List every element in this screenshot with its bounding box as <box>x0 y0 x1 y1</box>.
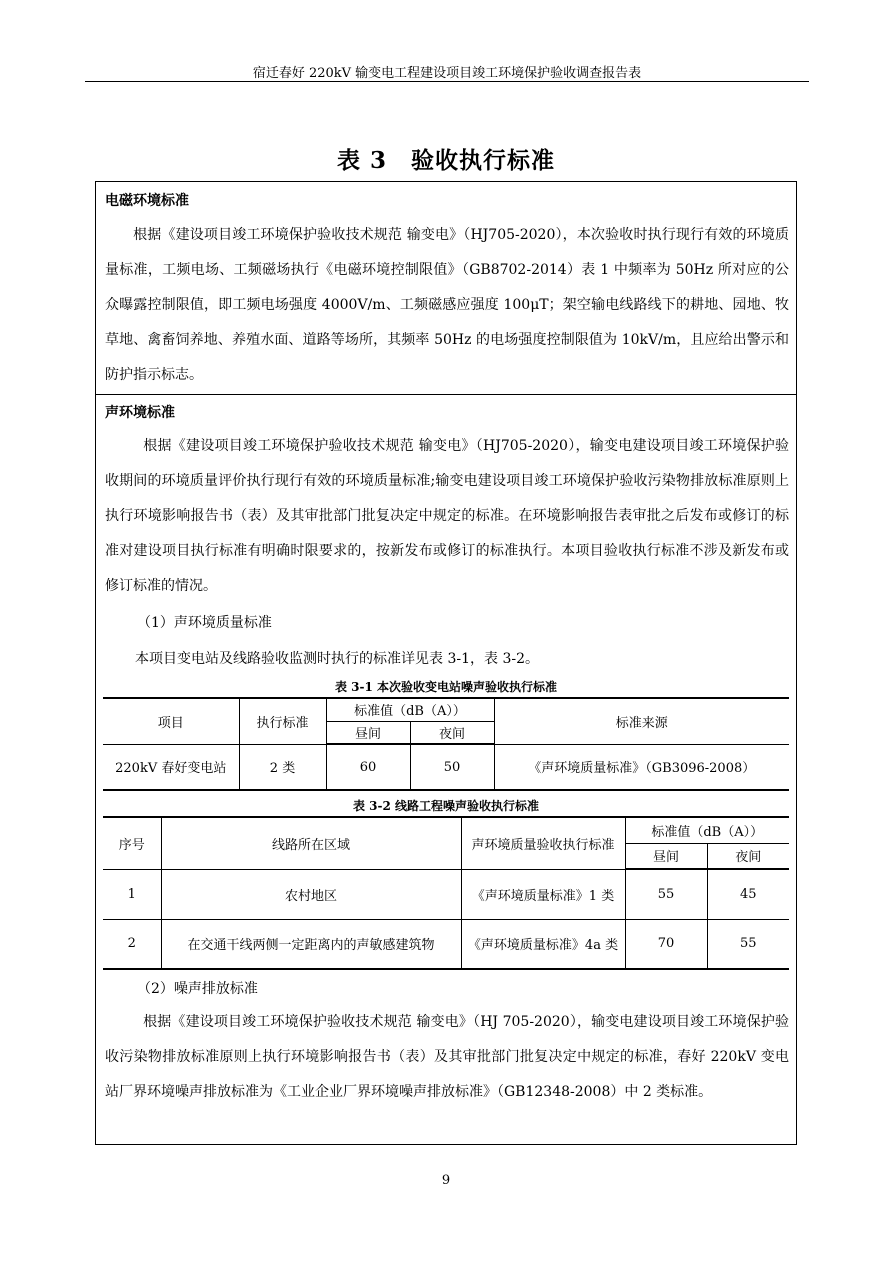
table-line-noise <box>103 816 789 970</box>
table2-header-day: 昼间 <box>625 843 707 869</box>
page-header: 宿迁春好 220kV 输变电工程建设项目竣工环境保护验收调查报告表 <box>252 66 642 81</box>
table2-cell-no: 2 <box>103 919 161 969</box>
table2-cell-std: 《声环境质量标准》1 类 <box>461 869 625 919</box>
table2-cell-std: 《声环境质量标准》4a 类 <box>461 919 625 969</box>
paragraph-electromagnetic <box>105 218 789 393</box>
subheading-emission-standard: （2）噪声排放标准 <box>137 981 258 997</box>
table1-header-night: 夜间 <box>410 721 494 744</box>
section-divider <box>95 394 797 395</box>
table1-cell-source: 《声环境质量标准》（GB3096-2008） <box>494 744 789 790</box>
table2-caption: 表 3-2 线路工程噪声验收执行标准 <box>352 799 540 813</box>
table2-header-area: 线路所在区域 <box>161 817 461 869</box>
table2-cell-no: 1 <box>103 869 161 919</box>
page-number: 9 <box>441 1173 451 1188</box>
header-rule <box>85 81 809 82</box>
table1-cell-std: 2 类 <box>239 744 326 790</box>
table1-cell-day: 60 <box>326 744 410 790</box>
table2-cell-area: 在交通干线两侧一定距离内的声敏感建筑物 <box>161 919 461 969</box>
table2-cell-night: 45 <box>707 869 789 919</box>
table2-cell-area: 农村地区 <box>161 869 461 919</box>
page-title: 表 3 验收执行标准 <box>336 147 555 174</box>
table2-header-std: 声环境质量验收执行标准 <box>461 817 625 869</box>
table1-header-std: 执行标准 <box>239 698 326 744</box>
table-row <box>103 869 789 919</box>
subheading-quality-standard: （1）声环境质量标准 <box>137 615 272 631</box>
paragraph-electromagnetic-text: 根据《建设项目竣工环境保护验收技术规范 输变电》（HJ705-2020），本次验收时执行现行有效的环境质量标准，工频电场、工频磁场执行《电磁环境控制限值》（GB8702-2014）表 1 中频率为 50Hz 所对应的公众曝露控制限值，即工频电场强度 4000V/m、工频磁感应强度 100μT；架空输电线路线下的耕地、园地、牧草地、禽畜饲养地、养殖水面、道路等场所，其频率 50Hz 的电场强度控制限值为 10kV/m，且应给出警示和防护指示标志。 <box>105 227 789 383</box>
table2-header-value: 标准值（dB（A）） <box>625 817 789 843</box>
table-row <box>103 919 789 969</box>
paragraph-emission <box>105 1005 789 1110</box>
table1-cell-item: 220kV 春好变电站 <box>103 744 239 790</box>
table-substation-noise <box>103 697 789 791</box>
section-heading-acoustic: 声环境标准 <box>105 405 175 421</box>
table2-cell-night: 55 <box>707 919 789 969</box>
paragraph-table-reference: 本项目变电站及线路验收监测时执行的标准详见表 3-1，表 3-2。 <box>135 651 539 667</box>
table1-header-source: 标准来源 <box>494 698 789 744</box>
table-row <box>103 744 789 790</box>
paragraph-emission-text: 根据《建设项目竣工环境保护验收技术规范 输变电》（HJ 705-2020），输变电建设项目竣工环境保护验收污染物排放标准原则上执行环境影响报告书（表）及其审批部门批复决定中规定的标准，春好 220kV 变电站厂界环境噪声排放标准为《工业企业厂界环境噪声排放标准》（GB12348-2008）中 2 类标准。 <box>105 1014 789 1100</box>
table1-header-value: 标准值（dB（A）） <box>326 698 494 721</box>
section-heading-electromagnetic: 电磁环境标准 <box>105 193 189 209</box>
table1-caption: 表 3-1 本次验收变电站噪声验收执行标准 <box>334 680 558 694</box>
table2-header-night: 夜间 <box>707 843 789 869</box>
table1-header-item: 项目 <box>103 698 239 744</box>
paragraph-acoustic <box>105 429 789 604</box>
table1-header-day: 昼间 <box>326 721 410 744</box>
paragraph-acoustic-text: 根据《建设项目竣工环境保护验收技术规范 输变电》（HJ705-2020），输变电建设项目竣工环境保护验收期间的环境质量评价执行现行有效的环境质量标准;输变电建设项目竣工环境保护验收污染物排放标准原则上执行环境影响报告书（表）及其审批部门批复决定中规定的标准。在环境影响报告表审批之后发布或修订的标准对建设项目执行标准有明确时限要求的，按新发布或修订的标准执行。本项目验收执行标准不涉及新发布或修订标准的情况。 <box>105 438 789 594</box>
table2-cell-day: 55 <box>625 869 707 919</box>
table2-cell-day: 70 <box>625 919 707 969</box>
table1-cell-night: 50 <box>410 744 494 790</box>
table2-header-no: 序号 <box>103 817 161 869</box>
